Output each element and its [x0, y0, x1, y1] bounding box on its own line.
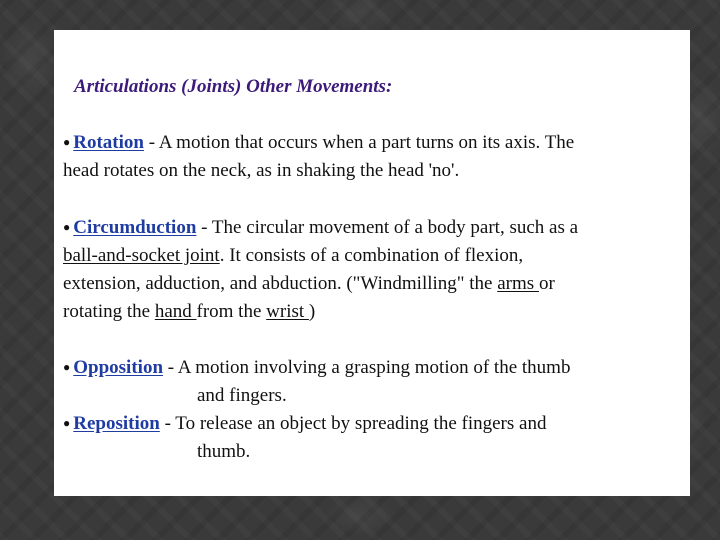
opposition-item — [63, 354, 570, 410]
ball-and-socket-joint-text: ball-and-socket joint — [63, 245, 220, 266]
wrist-text: wrist — [266, 301, 309, 322]
circumduction-line-3-b: or — [538, 273, 555, 294]
rotation-line-1 — [63, 129, 574, 157]
rotation-definition: - A motion that occurs when a part turns on its axis. The — [143, 132, 575, 153]
reposition-line-2: thumb. — [197, 441, 251, 462]
circumduction-line-3 — [63, 270, 578, 298]
circumduction-line-4-a: rotating the — [63, 301, 155, 322]
circumduction-line-4-c: ) — [308, 301, 316, 322]
reposition-item — [63, 410, 546, 466]
circumduction-line-3-a: extension, adduction, and abduction. ("Windmilling" the — [63, 273, 498, 294]
circumduction-line-4 — [63, 298, 578, 326]
circumduction-item — [63, 214, 578, 326]
reposition-definition: - To release an object by spreading the fingers and — [159, 413, 547, 434]
rotation-line-2: head rotates on the neck, as in shaking the head 'no'. — [63, 160, 460, 181]
opposition-line-1 — [63, 354, 570, 382]
reposition-line-1 — [63, 410, 546, 438]
circumduction-line-1 — [63, 214, 578, 242]
bullet-icon: ● — [63, 135, 71, 149]
arms-text: arms — [497, 273, 539, 294]
reposition-term: Reposition — [73, 413, 160, 434]
hand-text: hand — [154, 301, 197, 322]
bullet-icon: ● — [63, 416, 71, 430]
circumduction-line-2-rest: . It consists of a combination of flexion, — [219, 245, 524, 266]
circumduction-definition: - The circular movement of a body part, such as a — [196, 217, 579, 238]
bullet-icon: ● — [63, 360, 71, 374]
circumduction-term: Circumduction — [73, 217, 197, 238]
slide-content — [54, 30, 690, 496]
circumduction-line-2 — [63, 242, 578, 270]
slide-title: Articulations (Joints) Other Movements: — [74, 76, 393, 97]
opposition-definition: - A motion involving a grasping motion of the thumb — [163, 357, 571, 378]
rotation-term: Rotation — [73, 132, 144, 153]
circumduction-line-4-b: from the — [196, 301, 267, 322]
opposition-term: Opposition — [73, 357, 164, 378]
rotation-item — [63, 129, 574, 185]
opposition-line-2: and fingers. — [197, 385, 287, 406]
bullet-icon: ● — [63, 220, 71, 234]
